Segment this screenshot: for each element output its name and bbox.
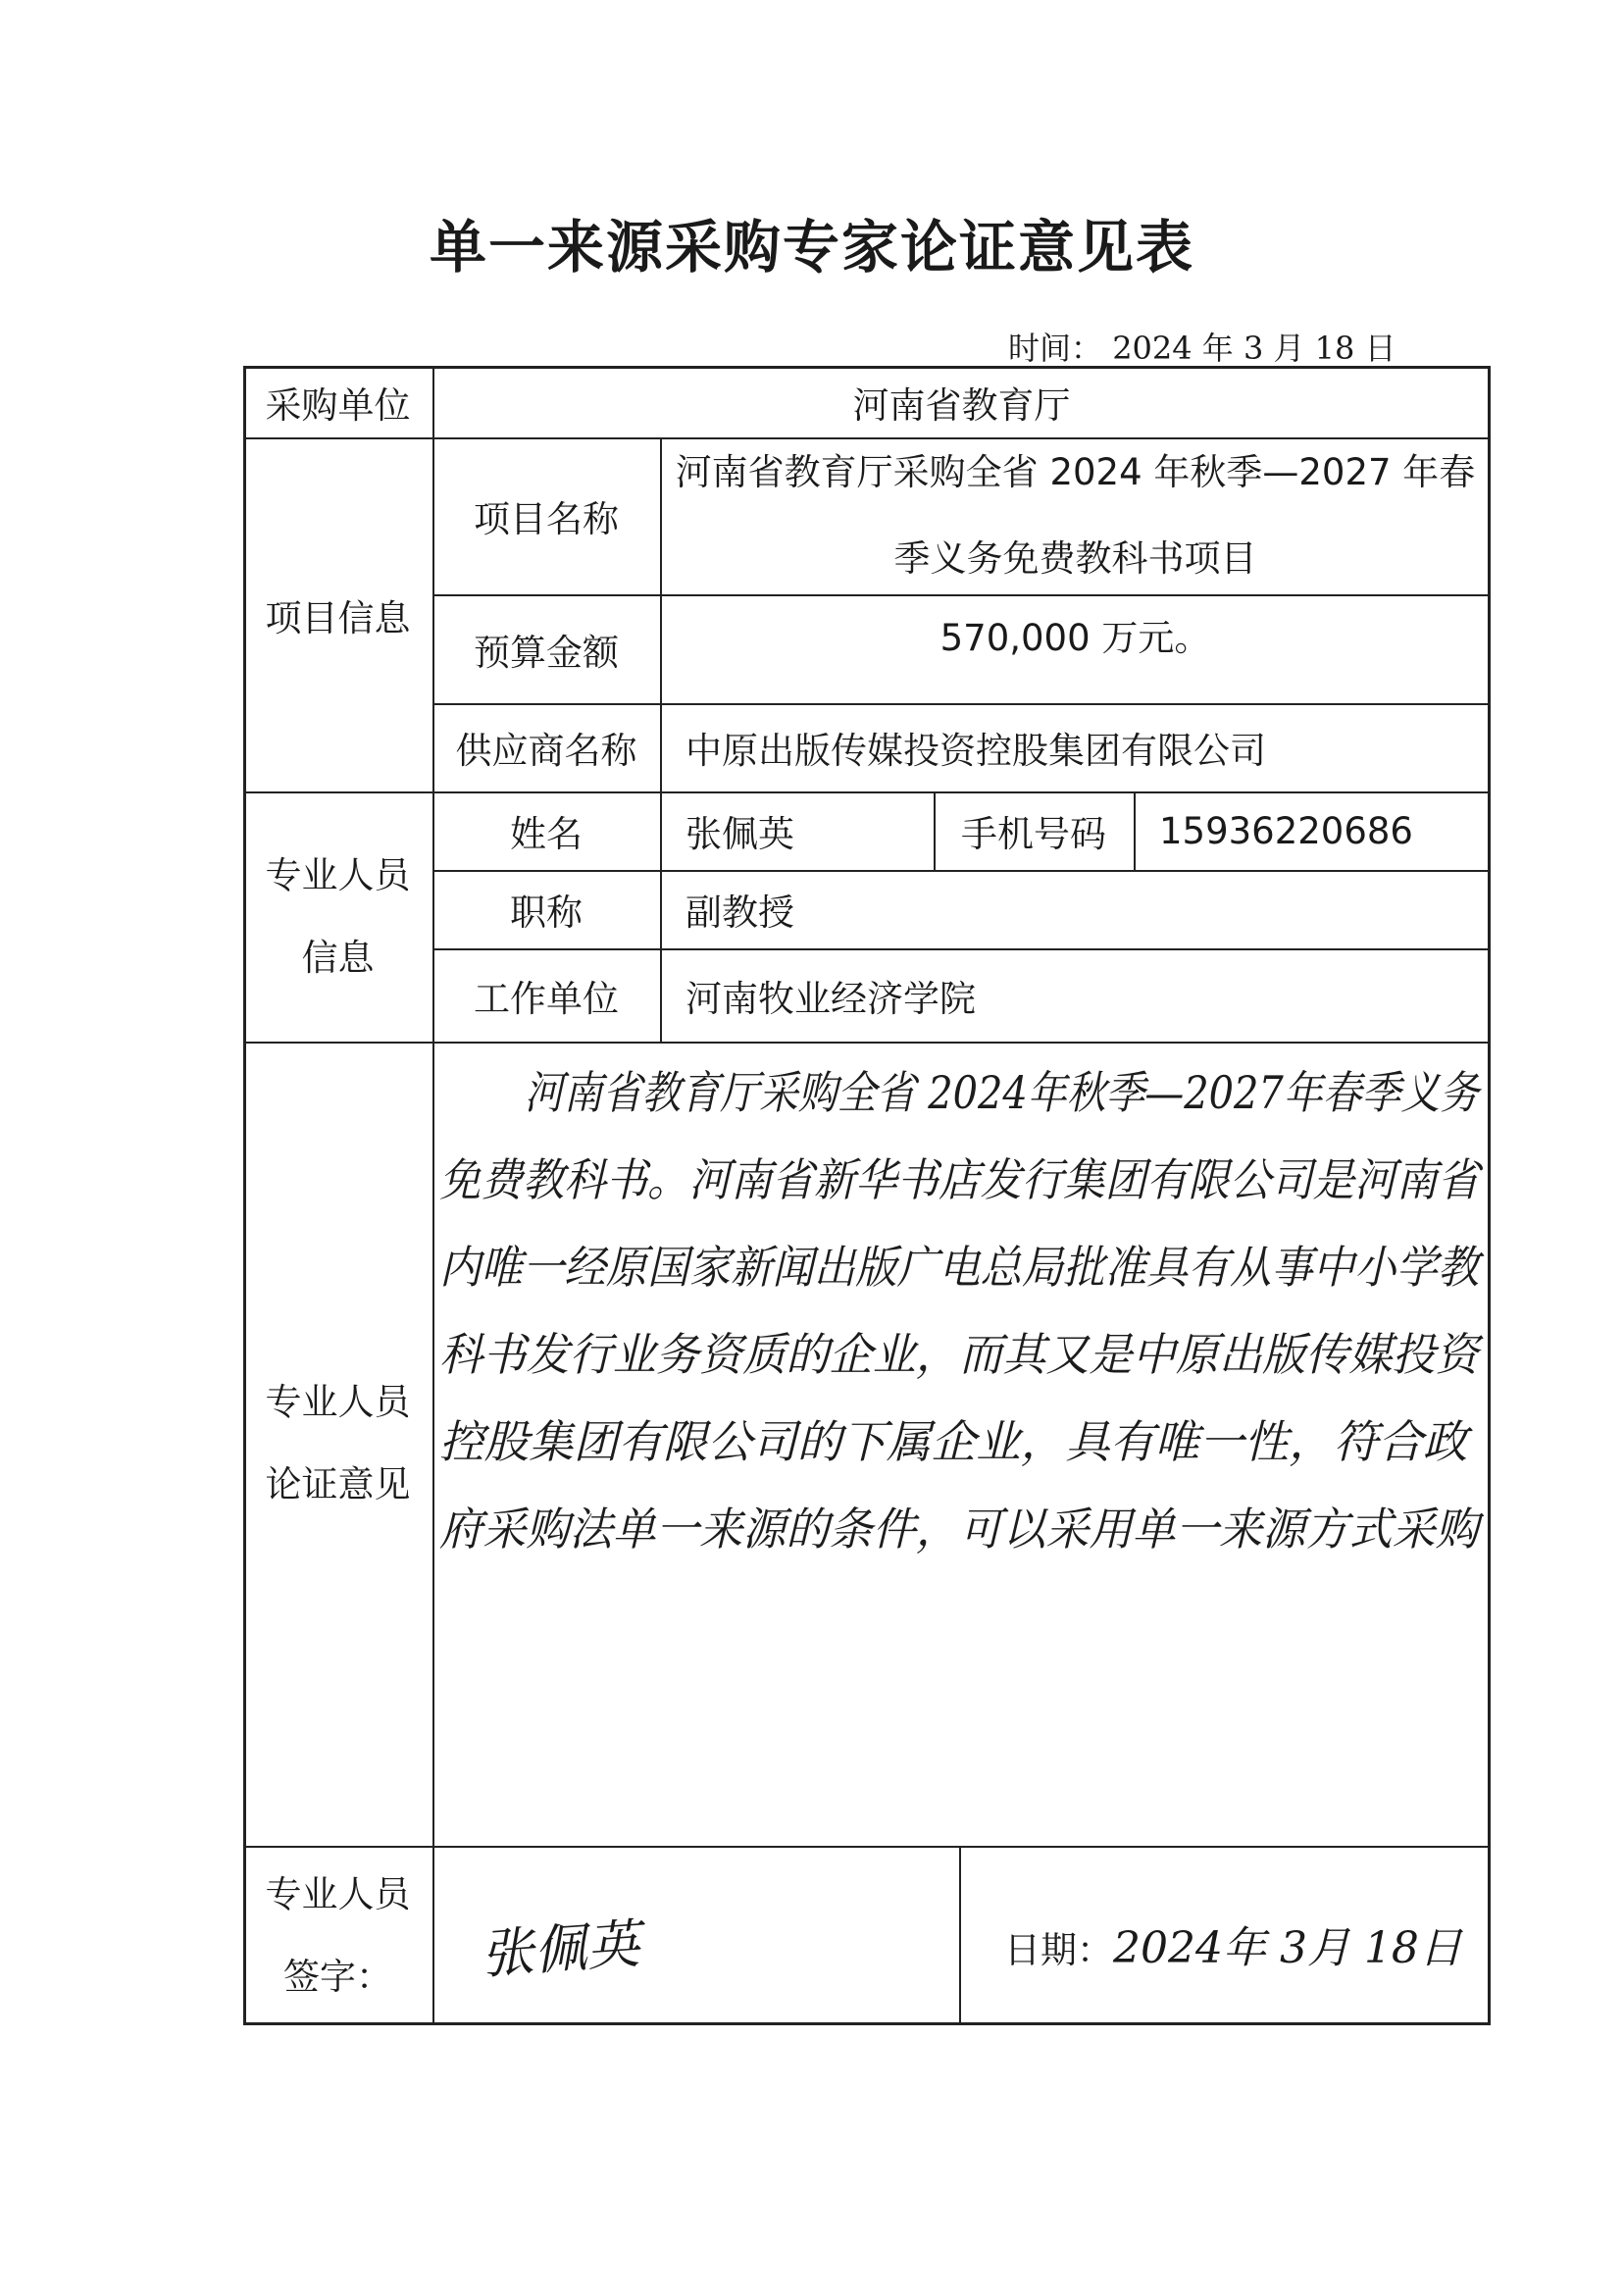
opinion-handwritten-text bbox=[439, 1049, 1489, 1573]
budget-label: 预算金额 bbox=[474, 631, 619, 674]
project-name-line-2: 季义务免费教科书项目 bbox=[893, 537, 1257, 580]
employer-label: 工作单位 bbox=[474, 977, 619, 1020]
column-divider bbox=[959, 1846, 961, 2025]
expert-section-label: 专业人员 信息 bbox=[265, 853, 411, 979]
opinion-line: 免费教科书。河南省新华书店发行集团有限公司是河南省 bbox=[439, 1153, 1480, 1206]
project-name-value bbox=[660, 437, 1491, 594]
employer-value: 河南牧业经济学院 bbox=[685, 977, 976, 1020]
form-date bbox=[1008, 324, 1396, 369]
opinion-line: 府采购法单一来源的条件，可以采用单一来源方式采购 bbox=[439, 1503, 1479, 1555]
sign-date-value: 2024年 3月 18日 bbox=[1113, 1923, 1462, 1973]
supplier-value: 中原出版传媒投资控股集团有限公司 bbox=[685, 730, 1266, 772]
phone-label: 手机号码 bbox=[961, 813, 1106, 855]
project-name-line-1: 河南省教育厅采购全省 2024 年秋季—2027 年春 bbox=[675, 451, 1476, 493]
expert-title-label: 职称 bbox=[510, 892, 583, 934]
budget-value: 570,000 万元。 bbox=[939, 616, 1211, 659]
time-label: 时间： bbox=[1008, 330, 1103, 367]
project-section-label: 项目信息 bbox=[265, 596, 411, 639]
purchaser-label: 采购单位 bbox=[265, 383, 411, 427]
time-value: 2024 年 3 月 18 日 bbox=[1112, 330, 1396, 367]
form-title: 单一来源采购专家论证意见表 bbox=[429, 214, 1194, 280]
opinion-line: 科书发行业务资质的企业，而其又是中原出版传媒投资 bbox=[439, 1328, 1479, 1381]
opinion-line: 控股集团有限公司的下属企业，具有唯一性，符合政 bbox=[439, 1415, 1468, 1468]
expert-title-value: 副教授 bbox=[685, 892, 794, 934]
expert-name-label: 姓名 bbox=[510, 813, 583, 855]
expert-name-value: 张佩英 bbox=[685, 813, 794, 855]
opinion-line: 河南省教育厅采购全省 2024年秋季—2027年春季义务 bbox=[524, 1066, 1480, 1119]
opinion-line: 内唯一经原国家新闻出版广电总局批准具有从事中小学教 bbox=[439, 1241, 1480, 1294]
phone-value: 15936220686 bbox=[1159, 809, 1413, 852]
supplier-label: 供应商名称 bbox=[455, 730, 637, 772]
purchaser-value: 河南省教育厅 bbox=[852, 383, 1071, 427]
sign-date-label: 日期： bbox=[1004, 1929, 1113, 1971]
signature-label: 专业人员 签字： bbox=[265, 1872, 411, 1998]
opinion-section-label: 专业人员 论证意见 bbox=[265, 1381, 411, 1505]
sign-date bbox=[1004, 1912, 1462, 1975]
handwritten-signature: 张佩英 bbox=[479, 1912, 642, 1986]
project-name-label: 项目名称 bbox=[474, 498, 619, 540]
